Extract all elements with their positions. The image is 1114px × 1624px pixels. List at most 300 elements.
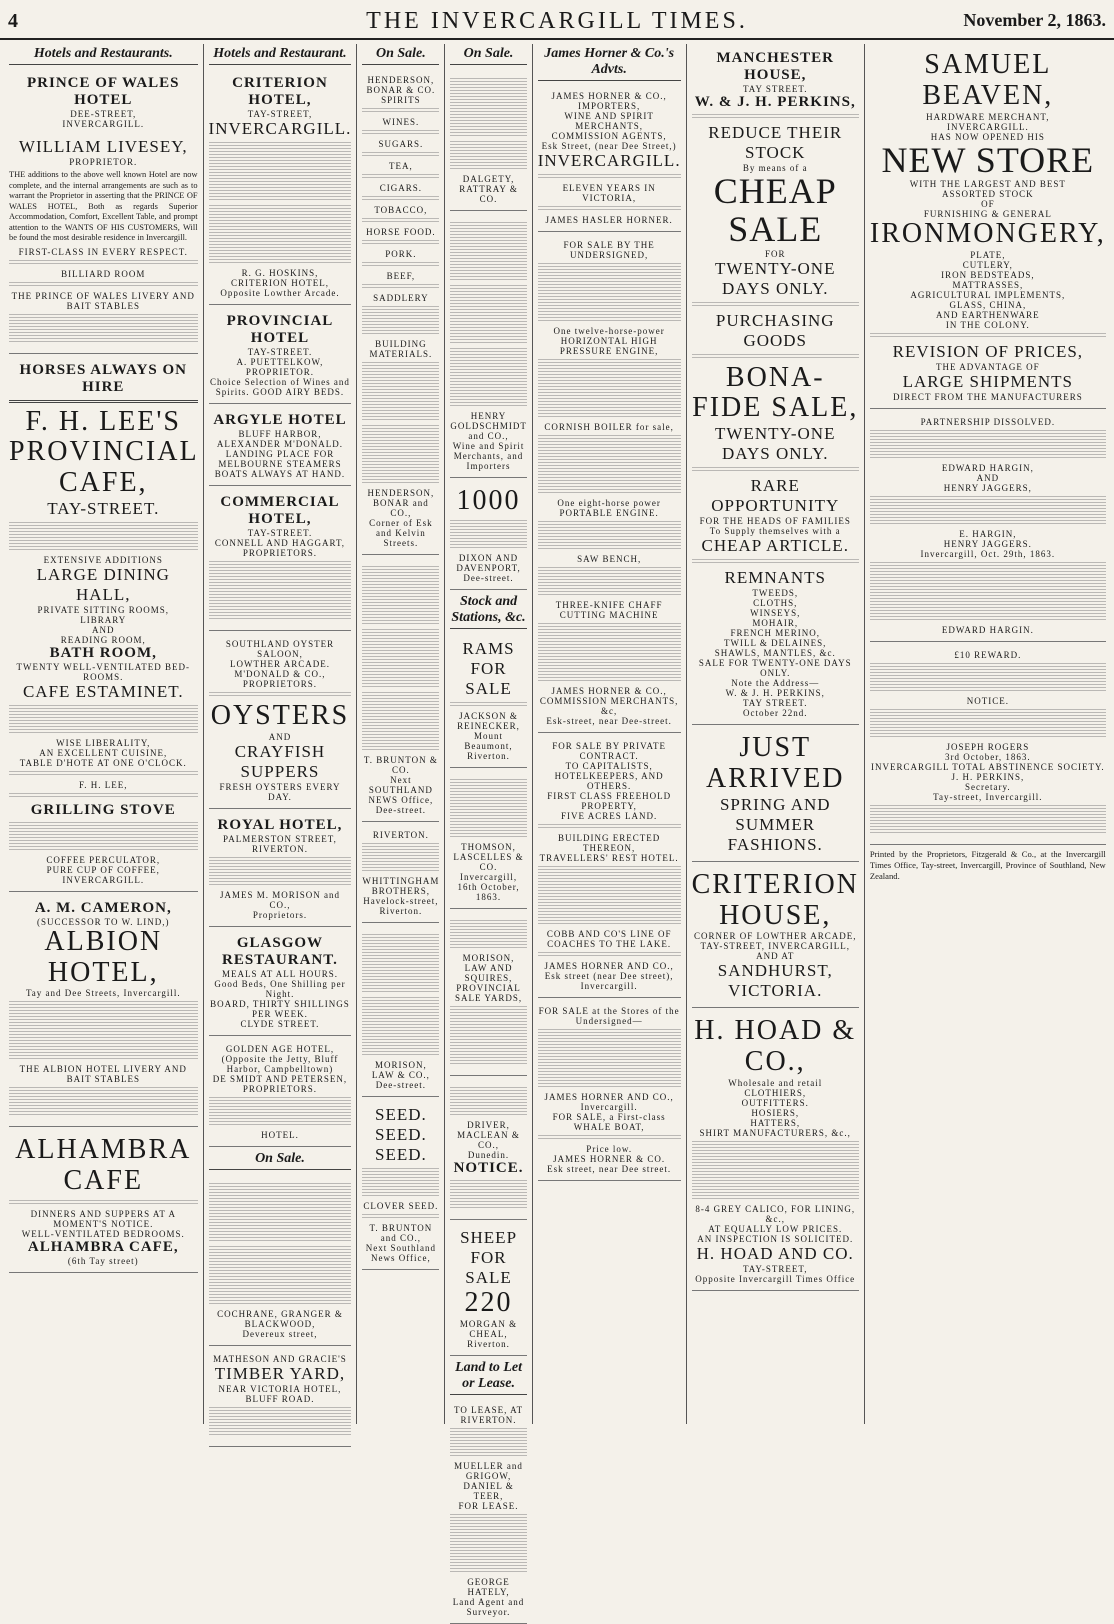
masthead	[0, 0, 1114, 40]
ad-cuisine: AN EXCELLENT CUISINE,	[39, 747, 168, 758]
ad-and: AND AT	[756, 951, 795, 962]
ad-role: COMMISSION MERCHANTS, &c,	[539, 696, 679, 716]
ad-board: BOARD, THIRTY SHILLINGS PER WEEK.	[210, 998, 350, 1019]
text-filler	[450, 1180, 526, 1210]
text-filler	[9, 822, 198, 852]
advert-just-arrived	[692, 729, 859, 862]
ad-street: TAY-STREET.	[247, 347, 313, 357]
ad-horses: HORSES ALWAYS ON HIRE	[19, 361, 187, 395]
ad-purchasing: PURCHASING GOODS	[715, 310, 835, 350]
ad-place: Tay-street, Invercargill.	[933, 792, 1043, 803]
text-filler	[450, 1514, 526, 1574]
text-filler	[9, 314, 198, 344]
ad-advantage: THE ADVANTAGE OF	[936, 362, 1040, 373]
divider	[9, 400, 198, 403]
ad-town: Invercargill.	[580, 981, 638, 991]
advert-commercial-hotel	[209, 490, 352, 631]
text-filler	[538, 206, 681, 212]
ad-item: MATTRASSES,	[952, 280, 1024, 291]
ad-beds: Good Beds, One Shilling per Night.	[214, 978, 346, 999]
text-filler	[450, 920, 526, 950]
text-filler	[362, 284, 439, 290]
text-filler	[870, 496, 1106, 526]
ad-agents: COMMISSION AGENTS,	[551, 131, 667, 141]
ad-corner: CORNER OF LOWTHER ARCADE,	[693, 931, 857, 942]
ad-street: Devereux street,	[242, 1328, 318, 1339]
text-filler	[9, 793, 198, 799]
column-1	[4, 44, 204, 1424]
text-filler	[9, 522, 198, 552]
ad-supply: To Supply themselves with a	[709, 526, 841, 537]
advert-criterion-house	[692, 866, 859, 1009]
ad-role: PROPRIETORS.	[242, 548, 318, 558]
ad-owner: ALEXANDER M'DONALD.	[216, 439, 344, 449]
ad-trade: WINE AND SPIRIT MERCHANTS,	[564, 111, 654, 131]
column-7	[865, 44, 1111, 1424]
text-filler	[538, 174, 681, 180]
printer-imprint: Printed by the Proprietors, Fitzgerald & Co., at the Invercargill Times Office, Tay-street, Invercargill, Province of Southland, New Zealand.	[869, 849, 1106, 882]
text-filler	[870, 333, 1106, 339]
advert-horner-machinery	[538, 236, 681, 733]
ad-sign: DALGETY, RATTRAY & CO.	[459, 174, 518, 204]
text-filler	[209, 205, 352, 265]
advert-provincial-cafe	[9, 358, 198, 892]
ad-role: Secretary.	[965, 782, 1011, 793]
ad-signature: E. HARGIN,	[959, 529, 1017, 540]
ad-place: LOWTHER ARCADE.	[229, 659, 330, 669]
text-filler	[450, 222, 526, 282]
text-filler	[692, 467, 859, 473]
ad-sign: DRIVER, MACLEAN & CO.,	[457, 1119, 520, 1150]
ad-extra: BILLIARD ROOM	[61, 268, 146, 279]
ad-sign: MORGAN & CHEAL,	[459, 1318, 518, 1339]
ad-name: ARGYLE HOTEL	[213, 412, 347, 428]
ad-reduce: REDUCE THEIR STOCK	[708, 123, 843, 162]
text-filler	[450, 702, 526, 708]
ad-trade: SHIRT MANUFACTURERS, &c.,	[699, 1127, 851, 1138]
text-filler	[9, 705, 198, 735]
ad-name: SEED. SEED. SEED.	[375, 1105, 427, 1164]
text-filler	[362, 240, 439, 246]
ad-sub: TIMBER YARD,	[214, 1363, 346, 1383]
column-5	[533, 44, 687, 1424]
ad-notice: NOTICE.	[966, 696, 1009, 707]
section-heading: On Sale.	[450, 46, 526, 65]
ad-town: INVERCARGILL.	[62, 119, 145, 129]
ad-name: GLASGOW RESTAURANT.	[222, 934, 338, 968]
ad-town: INVERCARGILL.	[946, 121, 1029, 132]
ad-item: CUTLERY,	[962, 260, 1013, 271]
text-filler	[362, 306, 439, 336]
ad-date: 3rd October, 1863.	[945, 752, 1031, 763]
ad-item: SADDLERY	[373, 293, 429, 303]
ad-and: AND	[92, 624, 115, 635]
advert-albion-hotel	[9, 896, 198, 1128]
ad-stables: THE ALBION HOTEL LIVERY AND BAIT STABLES	[19, 1064, 187, 1085]
ad-note: FIRST-CLASS IN EVERY RESPECT.	[18, 246, 188, 257]
column-2	[204, 44, 358, 1424]
ad-sale: SALE FOR TWENTY-ONE DAYS ONLY.	[698, 658, 852, 679]
text-filler	[209, 1183, 352, 1243]
ad-item: TEA,	[389, 161, 413, 171]
ad-signer: JAMES M. MORISON and CO.,	[219, 889, 340, 910]
ad-firm: H. HOAD AND CO.	[696, 1243, 854, 1263]
ad-goods: FRENCH MERINO,	[730, 628, 820, 639]
advert-morison-law	[362, 927, 439, 1097]
section-heading: James Horner & Co.'s Advts.	[538, 46, 681, 81]
ad-acres: FIVE ACRES LAND.	[561, 811, 658, 821]
ad-item: HORSE FOOD.	[366, 227, 436, 237]
ad-town: SANDHURST, VICTORIA.	[717, 961, 833, 1001]
ad-cheap-article: CHEAP ARTICLE.	[701, 536, 849, 556]
ad-name: A. M. CAMERON,	[34, 899, 172, 916]
ad-name: PROVINCIAL HOTEL	[226, 313, 334, 346]
advert-notices	[870, 646, 1106, 845]
ad-title: FOR SALE at the Stores of the Undersigned—	[538, 1006, 680, 1026]
ad-trade: HOSIERS,	[751, 1107, 800, 1118]
section-heading: Land to Let or Lease.	[450, 1360, 526, 1395]
ad-hotel: ALBION HOTEL,	[44, 925, 163, 988]
advert-dalgety	[450, 71, 526, 211]
advert-whittingham	[362, 826, 439, 923]
ad-sign: JAMES HORNER AND CO.,	[544, 1092, 674, 1102]
text-filler	[362, 108, 439, 114]
text-filler	[362, 629, 439, 689]
ad-with: WITH THE LARGEST AND BEST	[909, 179, 1066, 190]
text-filler	[209, 857, 352, 887]
ad-society: INVERCARGILL TOTAL ABSTINENCE SOCIETY.	[871, 762, 1105, 773]
ad-role: PROPRIETORS.	[242, 1083, 318, 1094]
text-filler	[362, 174, 439, 180]
ad-town: Invercargill.	[580, 1102, 638, 1112]
ad-date: Invercargill, Oct. 29th, 1863.	[920, 549, 1056, 560]
ad-stock: ASSORTED STOCK	[942, 189, 1034, 200]
ad-name: ROYAL HOTEL,	[217, 816, 343, 833]
ad-whale: FOR SALE, a First-class WHALE BOAT,	[552, 1112, 666, 1132]
ad-and: AND	[268, 731, 292, 742]
ad-line: DINNERS AND SUPPERS AT A MOMENT'S NOTICE.	[30, 1209, 176, 1230]
ad-shipments: LARGE SHIPMENTS	[902, 372, 1074, 392]
ad-firm: W. & J. H. PERKINS,	[694, 94, 856, 110]
ad-goods: SHAWLS, MANTLES, &c.	[714, 648, 836, 659]
ad-new-store: NEW STORE	[881, 139, 1095, 180]
ad-sign: JACKSON & REINECKER,	[457, 710, 520, 731]
text-filler	[450, 78, 526, 138]
ad-sign: HENRY GOLDSCHMIDT and CO.,	[450, 411, 527, 441]
ad-item: SUGARS.	[378, 139, 424, 149]
advert-dixon-davenport	[450, 482, 526, 590]
ad-partner: EDWARD HARGIN,	[941, 463, 1034, 474]
ad-owner: A. PUETTELKOW,	[236, 357, 324, 367]
advert-glasgow-restaurant	[209, 931, 352, 1036]
ad-goods: TWILL & DELAINES,	[724, 638, 827, 649]
advert-manchester-house	[692, 46, 859, 725]
advert-alhambra-cafe	[9, 1131, 198, 1273]
text-filler	[450, 141, 526, 171]
ad-extensions: EXTENSIVE ADDITIONS	[43, 554, 163, 565]
advert-argyle-hotel	[209, 408, 352, 486]
ad-street: TAY-STREET,	[742, 1263, 808, 1274]
text-filler	[450, 285, 526, 345]
ad-role: IMPORTERS,	[578, 101, 641, 111]
ad-sign: MUELLER and GRIGOW,	[454, 1460, 523, 1481]
ad-item: CIGARS.	[379, 183, 423, 193]
text-filler	[538, 435, 681, 495]
text-filler	[209, 561, 352, 621]
ad-line: Wine and Spirit Merchants, and Importers	[452, 441, 525, 471]
ad-table: TABLE D'HOTE AT ONE O'CLOCK.	[19, 757, 187, 768]
text-filler	[538, 623, 681, 683]
ad-building: BUILDING ERECTED THEREON,	[558, 833, 661, 853]
ad-item: IRON BEDSTEADS,	[941, 270, 1035, 281]
ad-firm: HENDERSON, BONAR & CO.	[366, 75, 436, 95]
ad-town: INVERCARGILL.	[537, 151, 681, 170]
ad-street: Esk street (near Dee street),	[544, 971, 674, 981]
ad-sign: MORISON, LAW & CO.,	[371, 1060, 430, 1080]
ad-item: TOBACCO,	[374, 205, 428, 215]
ad-remnants: REMNANTS	[724, 568, 826, 588]
ad-owner: WILLIAM LIVESEY,	[18, 137, 188, 156]
ad-item: PLATE,	[970, 250, 1006, 261]
advert-timber-yard	[209, 1350, 352, 1447]
text-filler	[450, 1006, 526, 1066]
advert-criterion-hotel	[209, 71, 352, 305]
ad-street: Dee-street.	[375, 1080, 426, 1090]
ad-item: WINES.	[382, 117, 420, 127]
ad-sign: T. BRUNTON & CO.	[363, 755, 438, 775]
ad-street: TAY STREET.	[743, 698, 808, 709]
section-heading: On Sale.	[362, 46, 439, 65]
text-filler	[538, 866, 681, 926]
ad-property: FIRST CLASS FREEHOLD PROPERTY,	[547, 791, 672, 811]
ad-years: ELEVEN YEARS IN VICTORIA,	[562, 183, 656, 203]
ad-address: NEAR VICTORIA HOTEL,	[218, 1383, 342, 1394]
ad-street: TAY-STREET.	[247, 528, 313, 538]
advert-goldschmidt	[450, 215, 526, 478]
text-filler	[362, 843, 439, 873]
ad-item: GLASS, CHINA,	[949, 300, 1027, 311]
ad-title: FOR SALE BY PRIVATE CONTRACT.	[552, 741, 667, 761]
ad-title: FOR SALE BY THE UNDERSIGNED,	[563, 240, 655, 260]
text-filler	[870, 805, 1106, 835]
section-heading: Stock and Stations, &c.	[450, 594, 526, 629]
ad-firm: H. HOAD & CO.,	[694, 1015, 857, 1078]
ad-body: THE additions to the above well known Hotel are now complete, and the internal arrangements are such as to warrant the Proprietor in asserting that the PRINCE OF WALES HOTEL, Both as regards Superior Accommodation, Comfort, Excellent Table, and prompt attention to the WANTS OF HIS CUSTOMERS, Will be found the most desirable residence in Invercargill.	[9, 170, 198, 242]
ad-opened: HAS NOW OPENED HIS	[930, 131, 1045, 142]
ad-rare: RARE OPPORTUNITY	[711, 476, 840, 516]
text-filler	[538, 359, 681, 419]
column-3	[357, 44, 445, 1424]
text-filler	[209, 692, 352, 698]
ad-and: AND	[976, 473, 1000, 484]
ad-name: F. H. LEE'S	[25, 405, 181, 437]
ad-town: INVERCARGILL.	[208, 119, 352, 138]
ad-street: TAY-STREET, INVERCARGILL,	[700, 941, 850, 952]
ad-low: AT EQUALLY LOW PRICES.	[708, 1223, 843, 1234]
issue-date: November 2, 1863.	[963, 10, 1106, 30]
text-filler	[450, 520, 526, 550]
page-number: 4	[8, 10, 18, 32]
ad-town: Riverton.	[467, 750, 510, 761]
advert-royal-hotel	[209, 813, 352, 927]
text-filler	[450, 1428, 526, 1458]
ad-arrived: JUST ARRIVED	[706, 732, 845, 794]
ad-sign: JOSEPH ROGERS	[946, 742, 1030, 753]
ad-place: (Opposite the Jetty, Bluff Harbor, Campbelltown)	[221, 1053, 339, 1074]
page-columns	[4, 44, 1110, 1617]
advert-rams	[450, 635, 526, 768]
ad-line: WELL-VENTILATED BEDROOMS.	[21, 1229, 185, 1240]
advert-provincial-hotel	[209, 309, 352, 404]
ad-fashions: FASHIONS.	[727, 834, 823, 854]
ad-perculator: COFFEE PERCULATOR,	[46, 854, 161, 865]
ad-goods: CLOTHS,	[753, 598, 798, 609]
ad-owners: M'DONALD & CO., PROPRIETORS.	[234, 669, 326, 689]
ad-street: Esk street, near Dee street.	[547, 1164, 672, 1174]
text-filler	[362, 362, 439, 422]
text-filler	[870, 430, 1106, 460]
ad-fresh: FRESH OYSTERS EVERY DAY.	[219, 781, 341, 802]
ad-town: Dunedin.	[467, 1149, 510, 1160]
ad-street: TAY-STREET.	[47, 498, 160, 518]
ad-grill: GRILLING STOVE	[30, 801, 176, 818]
ad-big-number: 1000	[456, 485, 521, 516]
ad-sub: (SUCCESSOR TO W. LIND,)	[37, 916, 170, 927]
text-filler	[538, 567, 681, 597]
ad-sign: ALHAMBRA CAFE,	[27, 1239, 179, 1256]
ad-line: Choice Selection of Wines and Spirits. GOOD AIRY BEDS.	[209, 377, 350, 397]
ad-item: AGRICULTURAL IMPLEMENTS,	[910, 290, 1066, 301]
ad-inspection: AN INSPECTION IS SOLICITED.	[697, 1233, 854, 1244]
ad-town: Invercargill, 16th October, 1863.	[457, 871, 520, 902]
ad-rooms: PRIVATE SITTING ROOMS,	[37, 604, 170, 615]
ad-library: LIBRARY	[80, 614, 127, 625]
ad-owners: CONNELL AND HAGGART,	[214, 538, 346, 548]
ad-firm: W. & J. H. PERKINS,	[725, 688, 825, 699]
ad-street: TAY-STREET,	[247, 109, 313, 119]
text-filler	[362, 934, 439, 994]
ad-oysters: OYSTERS	[210, 700, 350, 731]
ad-spring: SPRING AND SUMMER	[719, 794, 831, 834]
ad-coffee: PURE CUP OF COFFEE,	[46, 864, 160, 875]
ad-title: TO LEASE, AT RIVERTON.	[454, 1404, 524, 1425]
text-filler	[870, 663, 1106, 693]
advert-oyster-saloon	[209, 635, 352, 809]
ad-name: SAMUEL BEAVEN,	[922, 49, 1054, 111]
text-filler	[9, 771, 198, 777]
ad-street: CLYDE STREET.	[240, 1018, 320, 1029]
ad-name: SOUTHLAND OYSTER SALOON,	[225, 639, 335, 659]
ad-hotel: TO CAPITALISTS, HOTELKEEPERS, AND OTHERS.	[554, 761, 664, 791]
text-filler	[362, 152, 439, 158]
ad-title: RAMS FOR SALE	[462, 638, 515, 698]
ad-direct: DIRECT FROM THE MANUFACTURERS	[892, 392, 1083, 403]
text-filler	[362, 997, 439, 1057]
ad-town: RIVERTON.	[372, 830, 429, 840]
ad-name: CRITERION HOTEL,	[232, 75, 328, 108]
ad-role: PROPRIETOR.	[69, 157, 138, 167]
ad-reward: £10 REWARD.	[954, 650, 1022, 661]
ad-sign: DIXON AND DAVENPORT,	[456, 552, 521, 573]
ad-big-number: 220	[464, 1286, 513, 1318]
ad-town: Riverton.	[379, 906, 423, 916]
advert-james-horner	[538, 87, 681, 232]
ad-street: Dee-street.	[375, 805, 426, 815]
text-filler	[9, 1200, 198, 1206]
ad-signer: COCHRANE, GRANGER & BLACKWOOD,	[217, 1308, 343, 1329]
ad-town: RIVERTON.	[251, 843, 308, 854]
ad-sign: EDWARD HARGIN.	[941, 625, 1034, 636]
column-4	[445, 44, 532, 1617]
ad-place: BLUFF HARBOR,	[238, 429, 322, 439]
ad-bath: BATH ROOM,	[49, 644, 157, 661]
ad-signature: HENRY JAGGERS.	[943, 539, 1032, 550]
advert-seed	[362, 1101, 439, 1270]
ad-hall: LARGE DINING HALL,	[36, 564, 170, 604]
text-filler	[362, 1214, 439, 1220]
ad-title: PARTNERSHIP DISSOLVED.	[920, 417, 1056, 428]
ad-address: Opposite Lowther Arcade.	[220, 288, 340, 298]
ad-sign: JAMES HORNER AND CO.,	[544, 961, 674, 971]
ad-item: IN THE COLONY.	[945, 320, 1030, 331]
text-filler	[362, 1168, 439, 1198]
ad-reading-room: READING ROOM,	[60, 634, 146, 645]
ad-street: TAY STREET.	[743, 84, 808, 94]
ad-sign: WHITTINGHAM BROTHERS,	[362, 876, 440, 896]
ad-portable: One eight-horse power PORTABLE ENGINE.	[557, 498, 661, 518]
ad-signer: R. G. HOSKINS,	[241, 268, 319, 278]
ad-opposite: Opposite Invercargill Times Office	[695, 1273, 856, 1284]
ad-goods: TWEEDS,	[752, 588, 799, 599]
ad-beds: TWENTY WELL-VENTILATED BED-ROOMS.	[16, 661, 190, 682]
text-filler	[362, 196, 439, 202]
ad-place: Next Southland News Office,	[365, 1243, 436, 1263]
ad-sign: HENDERSON, BONAR and CO.,	[367, 488, 435, 518]
text-filler	[362, 425, 439, 485]
text-filler	[870, 709, 1106, 739]
text-filler	[450, 1087, 526, 1117]
ad-town: Riverton.	[467, 1338, 510, 1349]
ad-heads: FOR THE HEADS OF FAMILIES	[699, 516, 851, 527]
ad-item: PORK.	[385, 249, 417, 259]
text-filler	[538, 824, 681, 830]
ad-partner: HENRY JAGGERS,	[943, 483, 1032, 494]
ad-sign: T. BRUNTON and CO.,	[369, 1223, 433, 1243]
ad-hotel: HOTEL.	[261, 1129, 299, 1140]
ad-role: HARDWARE MERCHANT,	[926, 111, 1050, 122]
text-filler	[362, 130, 439, 136]
ad-town: BLUFF ROAD.	[245, 1393, 315, 1404]
advert-sale-yards	[450, 913, 526, 1076]
ad-address: (6th Tay street)	[67, 1256, 139, 1267]
ad-lease: FOR LEASE.	[458, 1500, 519, 1511]
column-6	[687, 44, 865, 1424]
ad-trade: CLOTHIERS,	[744, 1087, 807, 1098]
advert-lease	[450, 1401, 526, 1624]
ad-line: LANDING PLACE FOR MELBOURNE STEAMERS	[218, 449, 342, 469]
ad-means: By means of a	[742, 163, 808, 173]
ad-name: GOLDEN AGE HOTEL,	[225, 1043, 335, 1054]
ad-owners: DE SMIDT AND PETERSEN,	[212, 1073, 348, 1084]
ad-trade: OUTFITTERS.	[741, 1097, 809, 1108]
ad-ironmongery: IRONMONGERY,	[869, 218, 1106, 250]
ad-bona-fide: BONA-FIDE SALE,	[692, 361, 859, 424]
advert-hoad	[692, 1012, 859, 1291]
ad-cornish: CORNISH BOILER for sale,	[544, 422, 674, 432]
ad-item: BEEF,	[386, 271, 416, 281]
text-filler	[9, 260, 198, 266]
ad-note: Note the Address—	[731, 678, 820, 689]
